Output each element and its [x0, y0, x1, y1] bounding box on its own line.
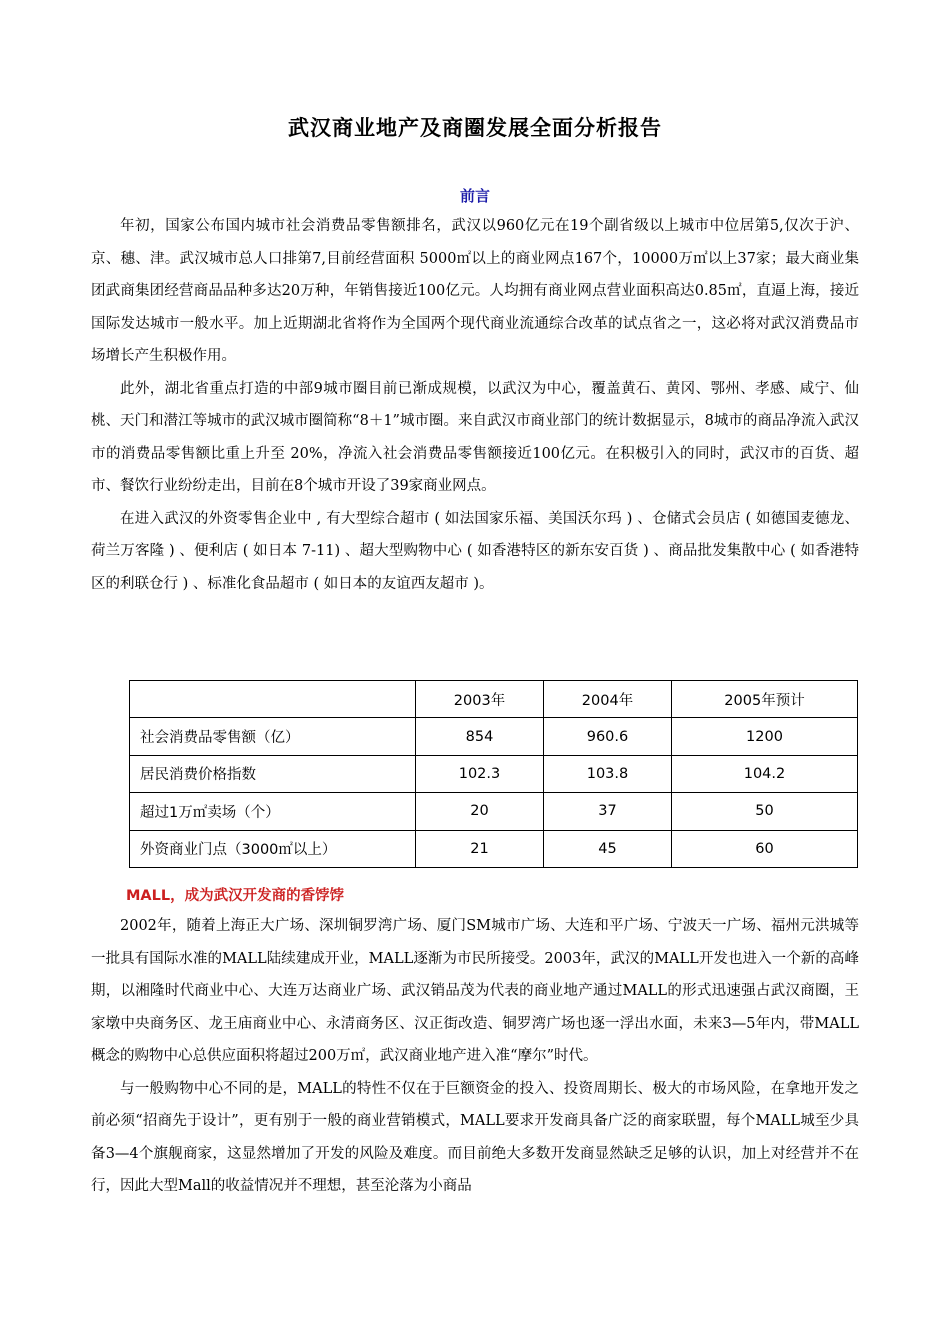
preface-heading: 前言 [459, 187, 490, 205]
table-row-label: 外资商业门点（3000㎡以上） [130, 830, 416, 867]
preface-paragraph-3: 在进入武汉的外资零售企业中 , 有大型综合超市 ( 如法国家乐福、美国沃尔玛 ) 、仓储式会员店 ( 如德国麦德龙、荷兰万客隆 ) 、便利店 ( 如日本 7-11) 、超大型购物中心 ( 如香港特区的新东安百货 ) 、商品批发集散中心 ( 如香港特区的利联仓行 ) 、标准化食品超市 ( 如日本的友谊西友超市 )。 [91, 510, 859, 592]
table-cell: 50 [672, 793, 858, 830]
table-cell: 960.6 [544, 718, 672, 755]
table-header-cell: 2003年 [416, 681, 544, 718]
preface-paragraph-1: 年初，国家公布国内城市社会消费品零售额排名，武汉以960亿元在19个副省级以上城市中位居第5,仅次于沪、京、穗、津。武汉城市总人口排第7,目前经营面积 5000㎡以上的商业网点167个，10000万㎡以上37家；最大商业集团武商集团经营商品品种多达20万种，年销售接近100亿元。人均拥有商业网点营业面积高达0.85㎡，直逼上海，接近国际发达城市一般水平。加上近期湖北省将作为全国两个现代商业流通综合改革的试点省之一，这必将对武汉消费品市场增长产生积极作用。 [91, 218, 859, 364]
table-header-cell: 2005年预计 [672, 681, 858, 718]
preface-body [91, 210, 859, 600]
table-cell: 854 [416, 718, 544, 755]
table-row [130, 718, 858, 755]
table-cell: 102.3 [416, 755, 544, 792]
table-cell: 104.2 [672, 755, 858, 792]
table-cell: 37 [544, 793, 672, 830]
table-row [130, 830, 858, 867]
mall-section-heading: MALL，成为武汉开发商的香饽饽 [126, 888, 345, 904]
table-header-cell: 2004年 [544, 681, 672, 718]
table-row-label: 社会消费品零售额（亿） [130, 718, 416, 755]
table-cell: 1200 [672, 718, 858, 755]
table-cell: 103.8 [544, 755, 672, 792]
table-row-label: 居民消费价格指数 [130, 755, 416, 792]
mall-paragraph-1: 2002年，随着上海正大广场、深圳铜罗湾广场、厦门SM城市广场、大连和平广场、宁波天一广场、福州元洪城等一批具有国际水准的MALL陆续建成开业，MALL逐渐为市民所接受。2003年，武汉的MALL开发也进入一个新的高峰期，以湘隆时代商业中心、大连万达商业广场、武汉销品茂为代表的商业地产通过MALL的形式迅速强占武汉商圈，王家墩中央商务区、龙王庙商业中心、永清商务区、汉正街改造、铜罗湾广场也逐一浮出水面，未来3—5年内，带MALL概念的购物中心总供应面积将超过200万㎡，武汉商业地产进入准“摩尔”时代。 [91, 918, 859, 1064]
table-header-cell [130, 681, 416, 718]
preface-paragraph-2: 此外，湖北省重点打造的中部9城市圈目前已渐成规模，以武汉为中心，覆盖黄石、黄冈、鄂州、孝感、咸宁、仙桃、天门和潜江等城市的武汉城市圈简称“8＋1”城市圈。来自武汉市商业部门的统计数据显示，8城市的商品净流入武汉市的消费品零售额比重上升至 20%，净流入社会消费品零售额接近100亿元。在积极引入的同时，武汉市的百货、超市、餐饮行业纷纷走出，目前在8个城市开设了39家商业网点。 [91, 380, 859, 494]
retail-statistics-table [129, 680, 858, 868]
table-cell: 21 [416, 830, 544, 867]
table-row [130, 793, 858, 830]
table-cell: 60 [672, 830, 858, 867]
document-title: 武汉商业地产及商圈发展全面分析报告 [288, 116, 662, 140]
mall-section-body [91, 910, 859, 1203]
table-cell: 20 [416, 793, 544, 830]
table-header-row [130, 681, 858, 718]
table-row [130, 755, 858, 792]
table-cell: 45 [544, 830, 672, 867]
mall-paragraph-2: 与一般购物中心不同的是，MALL的特性不仅在于巨额资金的投入、投资周期长、极大的市场风险，在拿地开发之前必须“招商先于设计”，更有别于一般的商业营销模式，MALL要求开发商具备广泛的商家联盟，每个MALL城至少具备3—4个旗舰商家，这显然增加了开发的风险及难度。而目前绝大多数开发商显然缺乏足够的认识，加上对经营并不在行，因此大型Mall的收益情况并不理想，甚至沦落为小商品 [91, 1080, 859, 1194]
table-row-label: 超过1万㎡卖场（个） [130, 793, 416, 830]
